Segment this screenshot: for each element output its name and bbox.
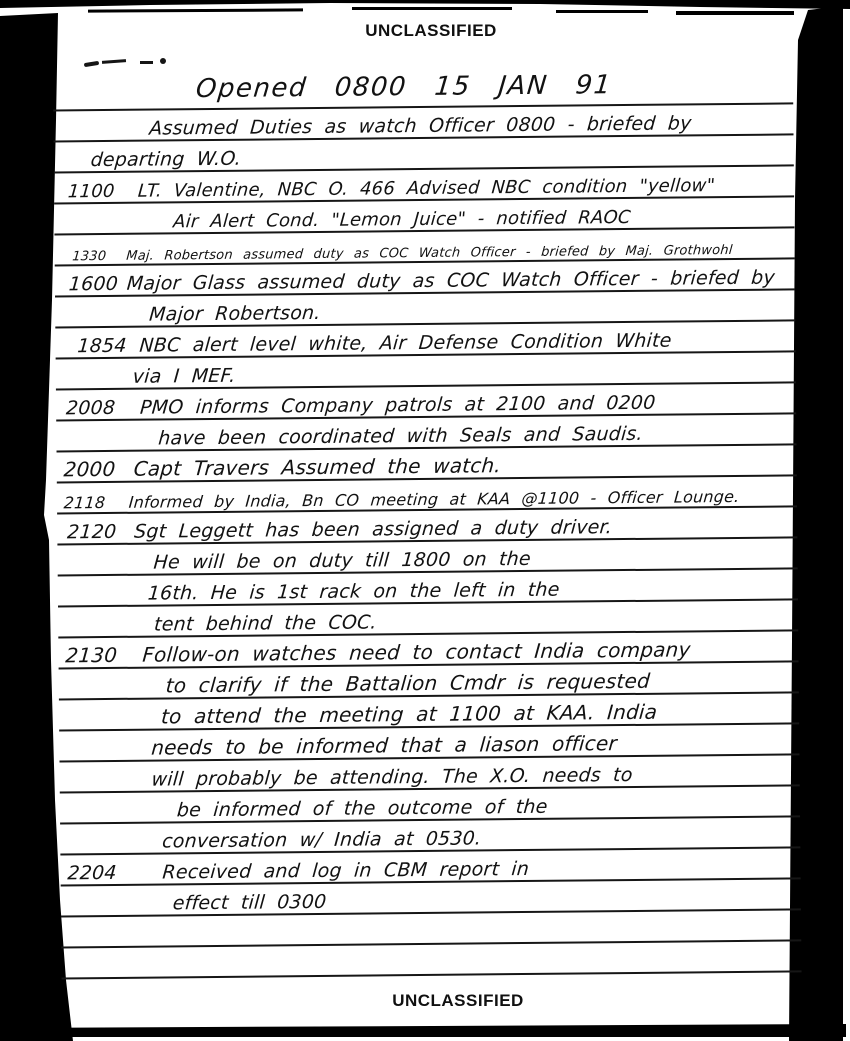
log-entry-text: will probably be attending. The X.O. needs to bbox=[150, 763, 634, 791]
log-entry-time: 2204 bbox=[66, 861, 118, 885]
log-entry-text: to clarify if the Battalion Cmdr is requested bbox=[164, 668, 651, 698]
log-title: Opened 0800 15 JAN 91 bbox=[194, 70, 614, 105]
log-entry-text: Received and log in CBM report in bbox=[161, 857, 531, 884]
log-entry-text: Capt Travers Assumed the watch. bbox=[132, 453, 502, 481]
classification-marking-top: UNCLASSIFIED bbox=[365, 21, 497, 40]
log-entry-text: needs to be informed that a liason officer bbox=[150, 731, 618, 760]
log-entry-text: Assumed Duties as watch Officer 0800 - briefed by bbox=[148, 112, 693, 140]
log-entry-text: Follow-on watches need to contact India company bbox=[141, 637, 692, 667]
log-entry-text: Major Robertson. bbox=[148, 301, 322, 326]
log-entry-text: departing W.O. bbox=[89, 147, 242, 172]
log-entry-time: 1600 bbox=[68, 272, 119, 296]
log-entry-time: 2118 bbox=[63, 493, 107, 513]
ruled-line bbox=[62, 970, 802, 979]
log-entry-time: 2000 bbox=[62, 456, 117, 482]
log-entry-text: Maj. Robertson assumed duty as COC Watch Officer - briefed by Maj. Grothwohl bbox=[125, 242, 734, 264]
log-entry-text: 16th. He is 1st rack on the left in the bbox=[146, 578, 561, 605]
log-entry-text: effect till 0300 bbox=[171, 890, 328, 915]
ruled-line bbox=[61, 939, 801, 948]
log-entry-text: conversation w/ India at 0530. bbox=[161, 827, 483, 853]
log-entry-time: 2120 bbox=[66, 520, 118, 544]
log-entry-text: have been coordinated with Seals and Saudis. bbox=[157, 422, 644, 450]
log-entry-time: 2008 bbox=[65, 396, 117, 420]
log-entry-time: 1854 bbox=[76, 334, 128, 358]
log-entry-time: 1100 bbox=[67, 180, 116, 203]
classification-marking-bottom: UNCLASSIFIED bbox=[392, 991, 524, 1010]
log-entry-text: NBC alert level white, Air Defense Condition White bbox=[138, 329, 673, 357]
log-entry-time: 1330 bbox=[71, 248, 107, 265]
log-entry-text: tent behind the COC. bbox=[153, 611, 378, 636]
log-entry-text: He will be on duty till 1800 on the bbox=[152, 547, 532, 574]
log-entry-text: Sgt Leggett has been assigned a duty driver. bbox=[133, 516, 613, 543]
log-entry-text: Informed by India, Bn CO meeting at KAA @1100 - Officer Lounge. bbox=[128, 486, 741, 512]
log-entry-text: be informed of the outcome of the bbox=[176, 795, 549, 822]
log-entry-text: via I MEF. bbox=[131, 364, 237, 388]
log-entry-text: Air Alert Cond. "Lemon Juice" - notified RAOC bbox=[172, 206, 632, 233]
log-entry-text: to attend the meeting at 1100 at KAA. India bbox=[160, 699, 659, 729]
log-entry-text: PMO informs Company patrols at 2100 and 0200 bbox=[139, 391, 657, 419]
log-entry-text: LT. Valentine, NBC O. 466 Advised NBC condition "yellow" bbox=[137, 175, 716, 202]
log-entry-text: Major Glass assumed duty as COC Watch Officer - briefed by bbox=[126, 266, 776, 295]
log-entry-time: 2130 bbox=[64, 642, 119, 668]
